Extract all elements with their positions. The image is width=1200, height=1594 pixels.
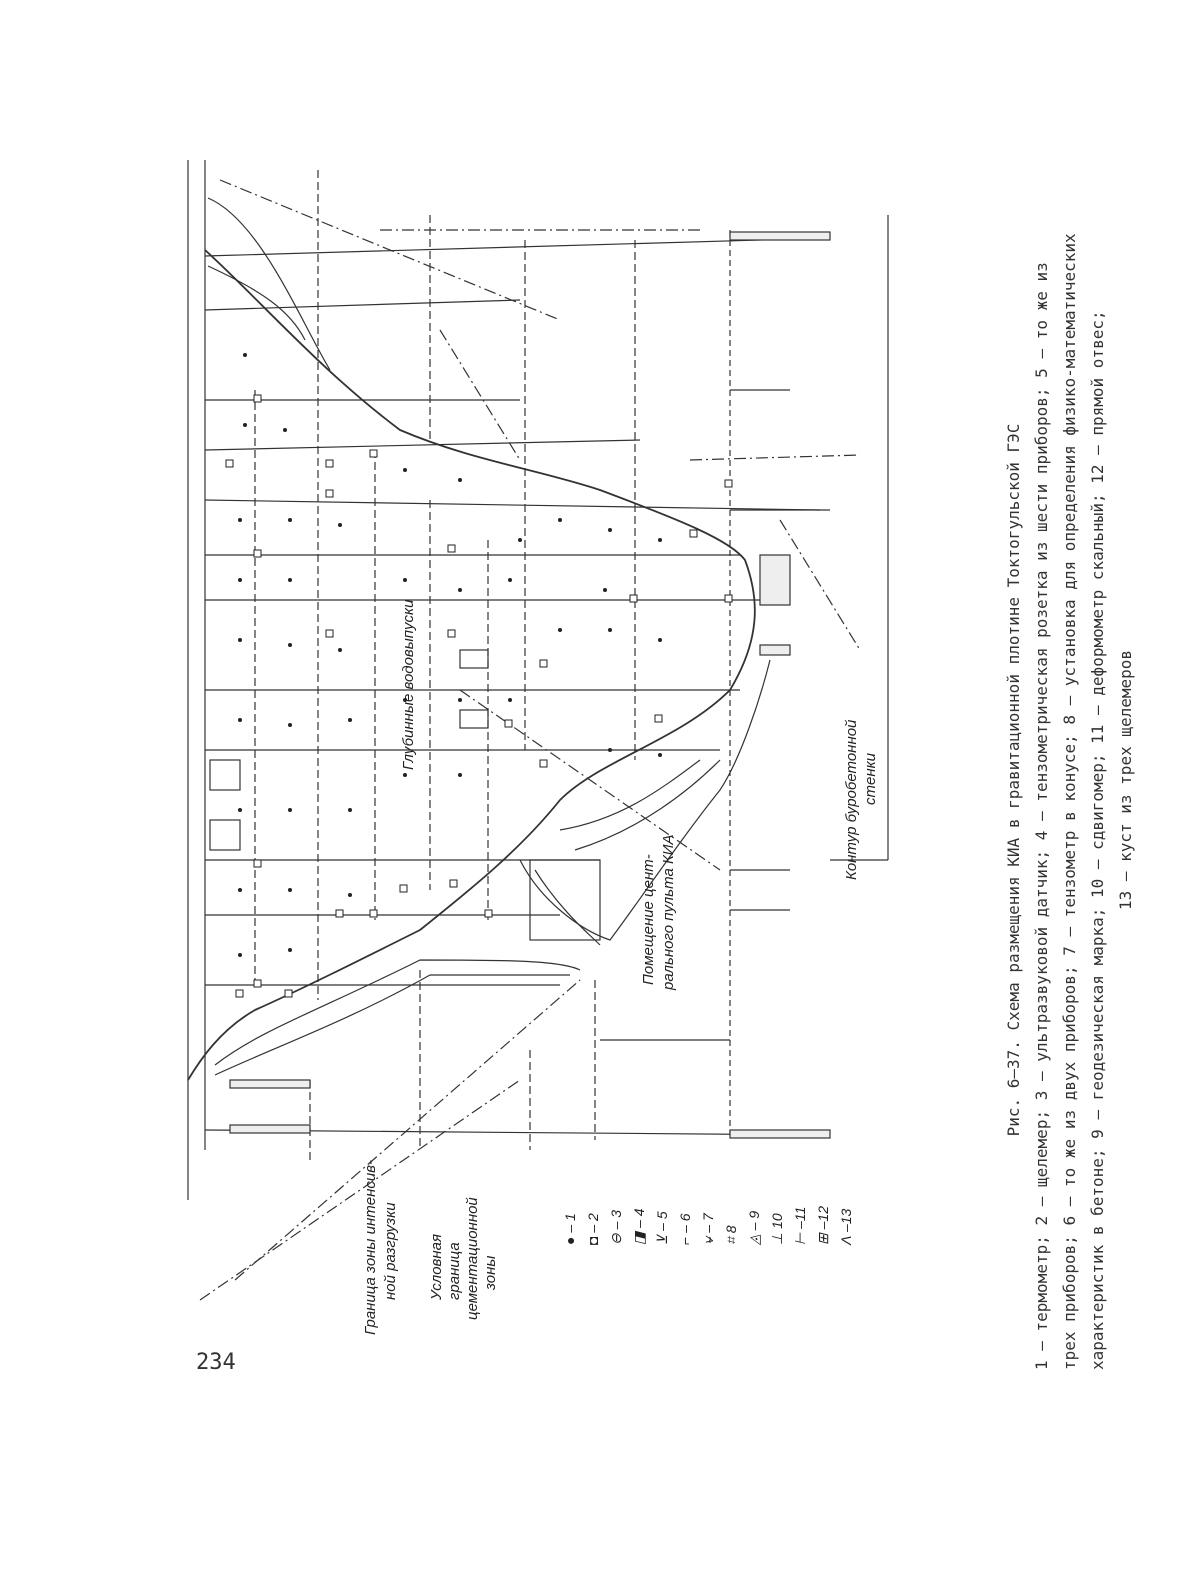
cement-zone-label-line1: Условная (428, 1234, 445, 1300)
caption-legend-line-3: характеристик в бетоне; 9 – геодезическая марка; 10 – сдвигомер; 11 – деформометр скальный; 12 – прямой отвес; (1088, 310, 1107, 1370)
instrument-marks (238, 353, 662, 957)
deep-outlets-label: Глубинные водовыпуски (400, 599, 417, 770)
caption-title: Рис. 6–37. Схема размещения КИА в гравитационной плотине Токтогульской ГЭС (1004, 423, 1023, 1137)
caption-legend-line-2: трех приборов; 6 – то же из двух приборов; 7 – тензометр в конусе; 8 – установка для определения физико-математических (1060, 233, 1079, 1370)
caption-legend-line-4: 13 – куст из трех щелемеров (1116, 649, 1135, 911)
legend-item-5: ⊻ – 5 (654, 1211, 670, 1245)
page-number: 234 (196, 1350, 236, 1375)
control-room-outline (530, 860, 600, 940)
legend-item-9: ◬ – 9 (746, 1210, 762, 1245)
legend-item-10: ⊥ 10 (769, 1213, 785, 1245)
control-room-label-line1: Помещение цент- (640, 854, 657, 985)
legend-item-7: ⍱ – 7 (700, 1213, 716, 1245)
deep-outlet-box-1 (460, 650, 488, 668)
control-room-label-line2: рального пульта КИА (660, 834, 677, 990)
cement-zone-label-line4: зоны (482, 1255, 499, 1290)
legend-item-11: ⊢ –11 (792, 1206, 808, 1245)
legend-item-2: ◘ – 2 (585, 1213, 601, 1245)
legend-item-1: ● – 1 (562, 1213, 578, 1245)
legend-item-3: ⊖ – 3 (608, 1209, 624, 1245)
gallery-line (205, 238, 830, 256)
unload-zone-label-line2: ной разгрузки (382, 1202, 399, 1300)
control-room-box-2 (210, 820, 240, 850)
legend-item-13: Λ –13 (838, 1208, 854, 1245)
bored-wall-label-line1: Контур буробетонной (843, 719, 860, 880)
legend-item-4: ◨ – 4 (631, 1208, 647, 1245)
cement-zone-label-line3: цементационной (464, 1197, 481, 1320)
legend-item-12: ⊞ –12 (815, 1206, 831, 1245)
bored-wall-label-line2: стенки (862, 752, 879, 805)
caption-legend-line-1: 1 – термометр; 2 – щелемер; 3 – ультразвуковой датчик; 4 – тензометрическая розетка из шести приборов; 5 – то же из (1032, 262, 1051, 1370)
legend-item-6: ⌐ – 6 (677, 1213, 693, 1245)
cement-zone-label-line2: граница (446, 1242, 463, 1300)
legend-item-8: ⌗ 8 (723, 1225, 739, 1245)
control-room-box-1 (210, 760, 240, 790)
deep-outlet-box-2 (460, 710, 488, 728)
figure-caption (1000, 190, 1140, 1370)
unload-zone-label-line1: Граница зоны интенсив- (362, 1160, 379, 1335)
